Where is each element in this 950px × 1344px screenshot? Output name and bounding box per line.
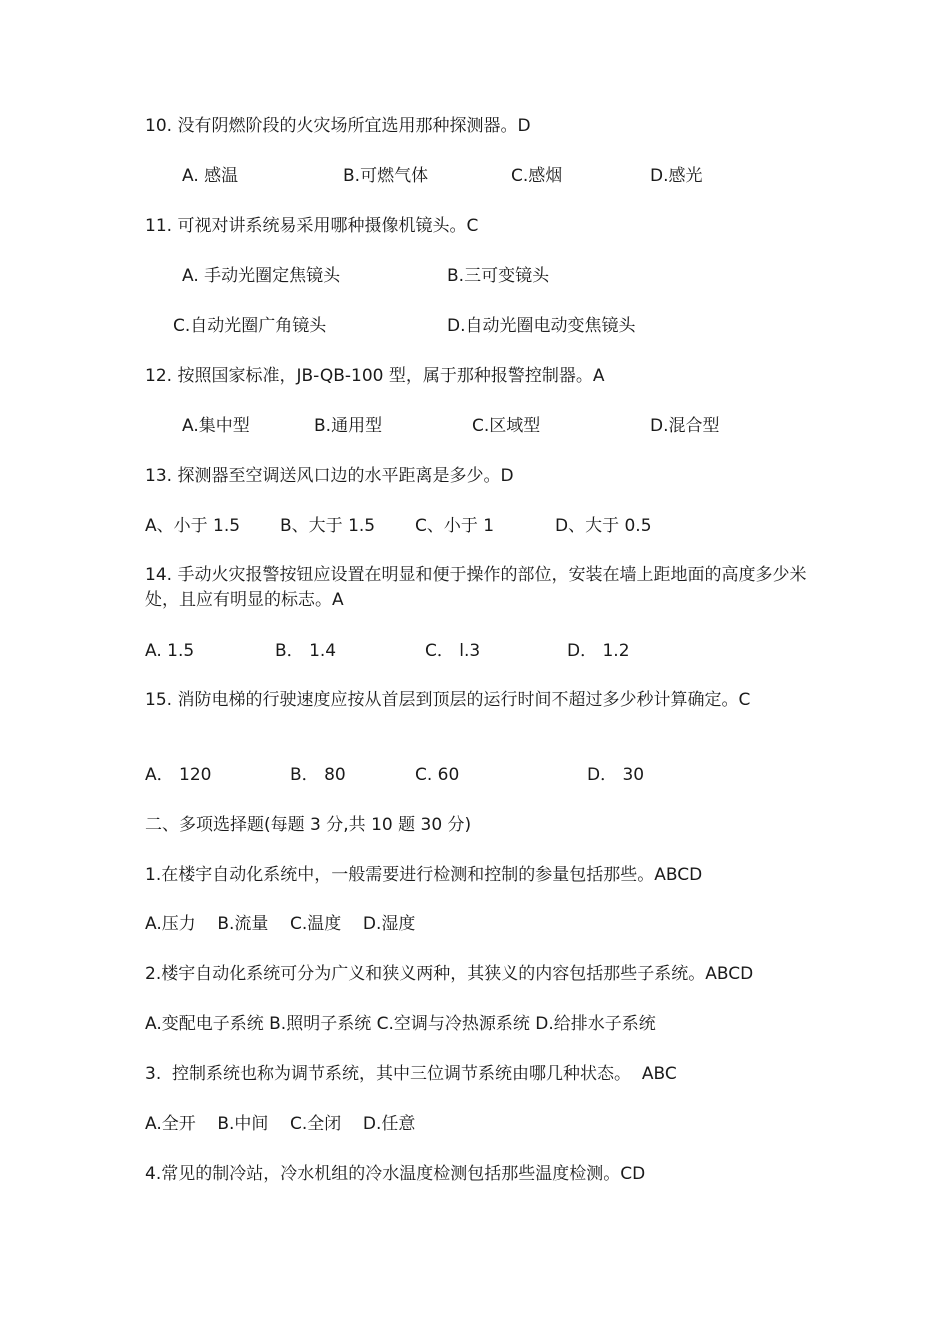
m2-options: A.变配电子系统 B.照明子系统 C.空调与冷热源系统 D.给排水子系统 (145, 1014, 656, 1034)
q10-option-b: B.可燃气体 (343, 166, 429, 186)
q12-option-c: C.区域型 (472, 416, 541, 436)
q11-option-b: B.三可变镜头 (447, 266, 550, 286)
q11-option-c: C.自动光圈广角镜头 (173, 316, 327, 336)
m1-options: A.压力 B.流量 C.温度 D.湿度 (145, 914, 416, 934)
q15-option-d: D． 30 (587, 765, 645, 785)
q13-option-b: B、大于 1.5 (280, 516, 376, 536)
q11-stem: 11. 可视对讲系统易采用哪种摄像机镜头。C (145, 216, 479, 236)
q12-option-b: B.通用型 (314, 416, 383, 436)
q14-stem: 14. 手动火灾报警按钮应设置在明显和便于操作的部位，安装在墙上距地面的高度多少米处，且应有明显的标志。A (145, 565, 807, 610)
q12-stem: 12. 按照国家标准，JB-QB-100 型，属于那种报警控制器。A (145, 366, 605, 386)
q10-stem: 10. 没有阴燃阶段的火灾场所宜选用那种探测器。D (145, 116, 531, 136)
m3-stem: 3. 控制系统也称为调节系统，其中三位调节系统由哪几种状态。 ABC (145, 1064, 677, 1084)
m4-stem: 4.常见的制冷站，冷水机组的冷水温度检测包括那些温度检测。CD (145, 1164, 646, 1184)
q11-option-d: D.自动光圈电动变焦镜头 (447, 316, 636, 336)
q10-option-d: D.感光 (650, 166, 703, 186)
q14-option-b: B． 1.4 (275, 641, 337, 661)
q12-option-d: D.混合型 (650, 416, 720, 436)
q13-option-c: C、小于 1 (415, 516, 495, 536)
q11-option-a: A. 手动光圈定焦镜头 (182, 266, 341, 286)
q10-option-a: A. 感温 (182, 166, 239, 186)
q13-option-a: A、小于 1.5 (145, 516, 241, 536)
q15-stem: 15. 消防电梯的行驶速度应按从首层到顶层的运行时间不超过多少秒计算确定。C (145, 690, 751, 710)
q14-option-d: D． 1.2 (567, 641, 630, 661)
m2-stem: 2.楼宇自动化系统可分为广义和狭义两种，其狭义的内容包括那些子系统。ABCD (145, 964, 754, 984)
section2-heading: 二、多项选择题(每题 3 分,共 10 题 30 分) (145, 815, 472, 835)
q15-option-b: B． 80 (290, 765, 346, 785)
q13-stem: 13. 探测器至空调送风口边的水平距离是多少。D (145, 466, 514, 486)
q15-option-c: C. 60 (415, 765, 460, 785)
q14-option-a: A. 1.5 (145, 641, 195, 661)
q10-option-c: C.感烟 (511, 166, 563, 186)
q12-option-a: A.集中型 (182, 416, 250, 436)
q15-option-a: A． 120 (145, 765, 212, 785)
m3-options: A.全开 B.中间 C.全闭 D.任意 (145, 1114, 416, 1134)
q13-option-d: D、大于 0.5 (555, 516, 652, 536)
q14-option-c: C． l.3 (425, 641, 481, 661)
m1-stem: 1.在楼宇自动化系统中，一般需要进行检测和控制的参量包括那些。ABCD (145, 865, 703, 885)
